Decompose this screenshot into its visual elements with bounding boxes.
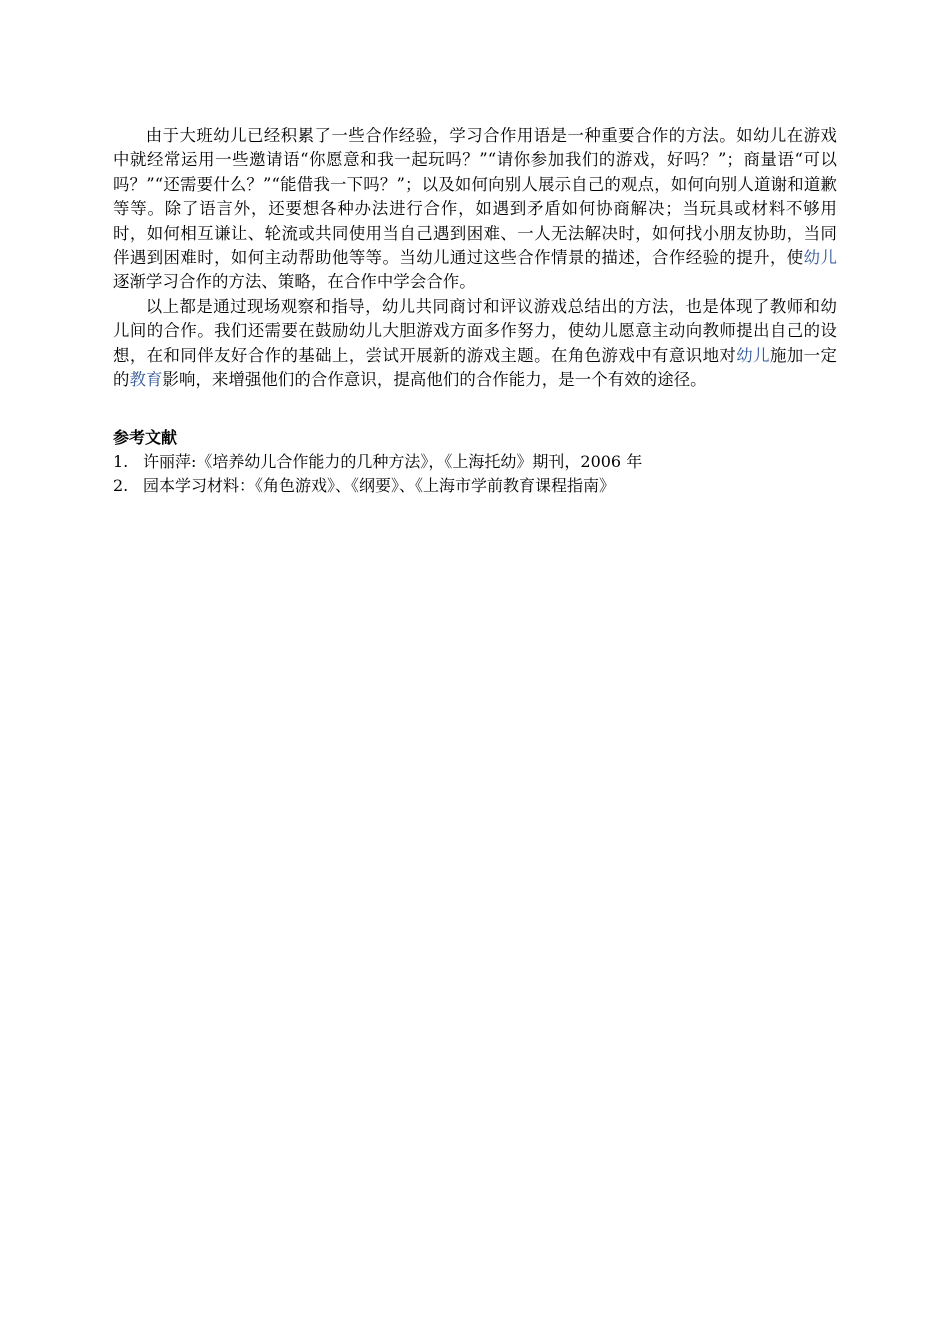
paragraph-text: 以上都是通过现场观察和指导，幼儿共同商讨和评议游戏总结出的方法，也是体现了教师和幼儿间的合作。我们还需要在鼓励幼儿大胆游戏方面多作努力，使幼儿愿意主动向教师提出自己的设想，在和同伴友好合作的基础上，尝试开展新的游戏主题。在角色游戏中有意识地对 [113, 296, 837, 365]
document-page [113, 124, 837, 498]
reference-item [113, 474, 837, 498]
reference-number: 2. [113, 476, 129, 496]
reference-number: 1. [113, 452, 129, 472]
link-jiaoyu[interactable]: 教育 [129, 370, 163, 390]
reference-item [113, 450, 837, 474]
paragraph-text: 影响，来增强他们的合作意识，提高他们的合作能力，是一个有效的途径。 [162, 370, 707, 390]
paragraph-text: 施加一定的 [113, 345, 838, 390]
references-list [113, 450, 837, 498]
reference-text: 许丽萍:《培养幼儿合作能力的几种方法》，《上海托幼》期刊，2006 年 [143, 452, 643, 472]
reference-text: 园本学习材料：《角色游戏》、《纲要》、《上海市学前教育课程指南》 [143, 476, 616, 496]
references-heading: 参考文献 [113, 428, 178, 448]
link-youer[interactable]: 幼儿 [803, 248, 837, 268]
paragraph-cooperation-language [113, 124, 837, 295]
paragraph-text: 由于大班幼儿已经积累了一些合作经验，学习合作用语是一种重要合作的方法。如幼儿在游戏中就经常运用一些邀请语“你愿意和我一起玩吗？”“请你参加我们的游戏，好吗？”；商量语“可以吗？”“还需要什么？”“能借我一下吗？”；以及如何向别人展示自己的观点，如何向别人道谢和道歉等等。除了语言外，还要想各种办法进行合作，如遇到矛盾如何协商解决；当玩具或材料不够用时，如何相互谦让、轮流或共同使用当自己遇到困难、一人无法解决时，如何找小朋友协助，当同伴遇到困难时，如何主动帮助他等等。当幼儿通过这些合作情景的描述，合作经验的提升，使 [113, 126, 837, 268]
link-youer[interactable]: 幼儿 [736, 345, 770, 365]
paragraph-summary [113, 295, 837, 393]
paragraph-text: 逐渐学习合作的方法、策略，在合作中学会合作。 [113, 272, 476, 292]
